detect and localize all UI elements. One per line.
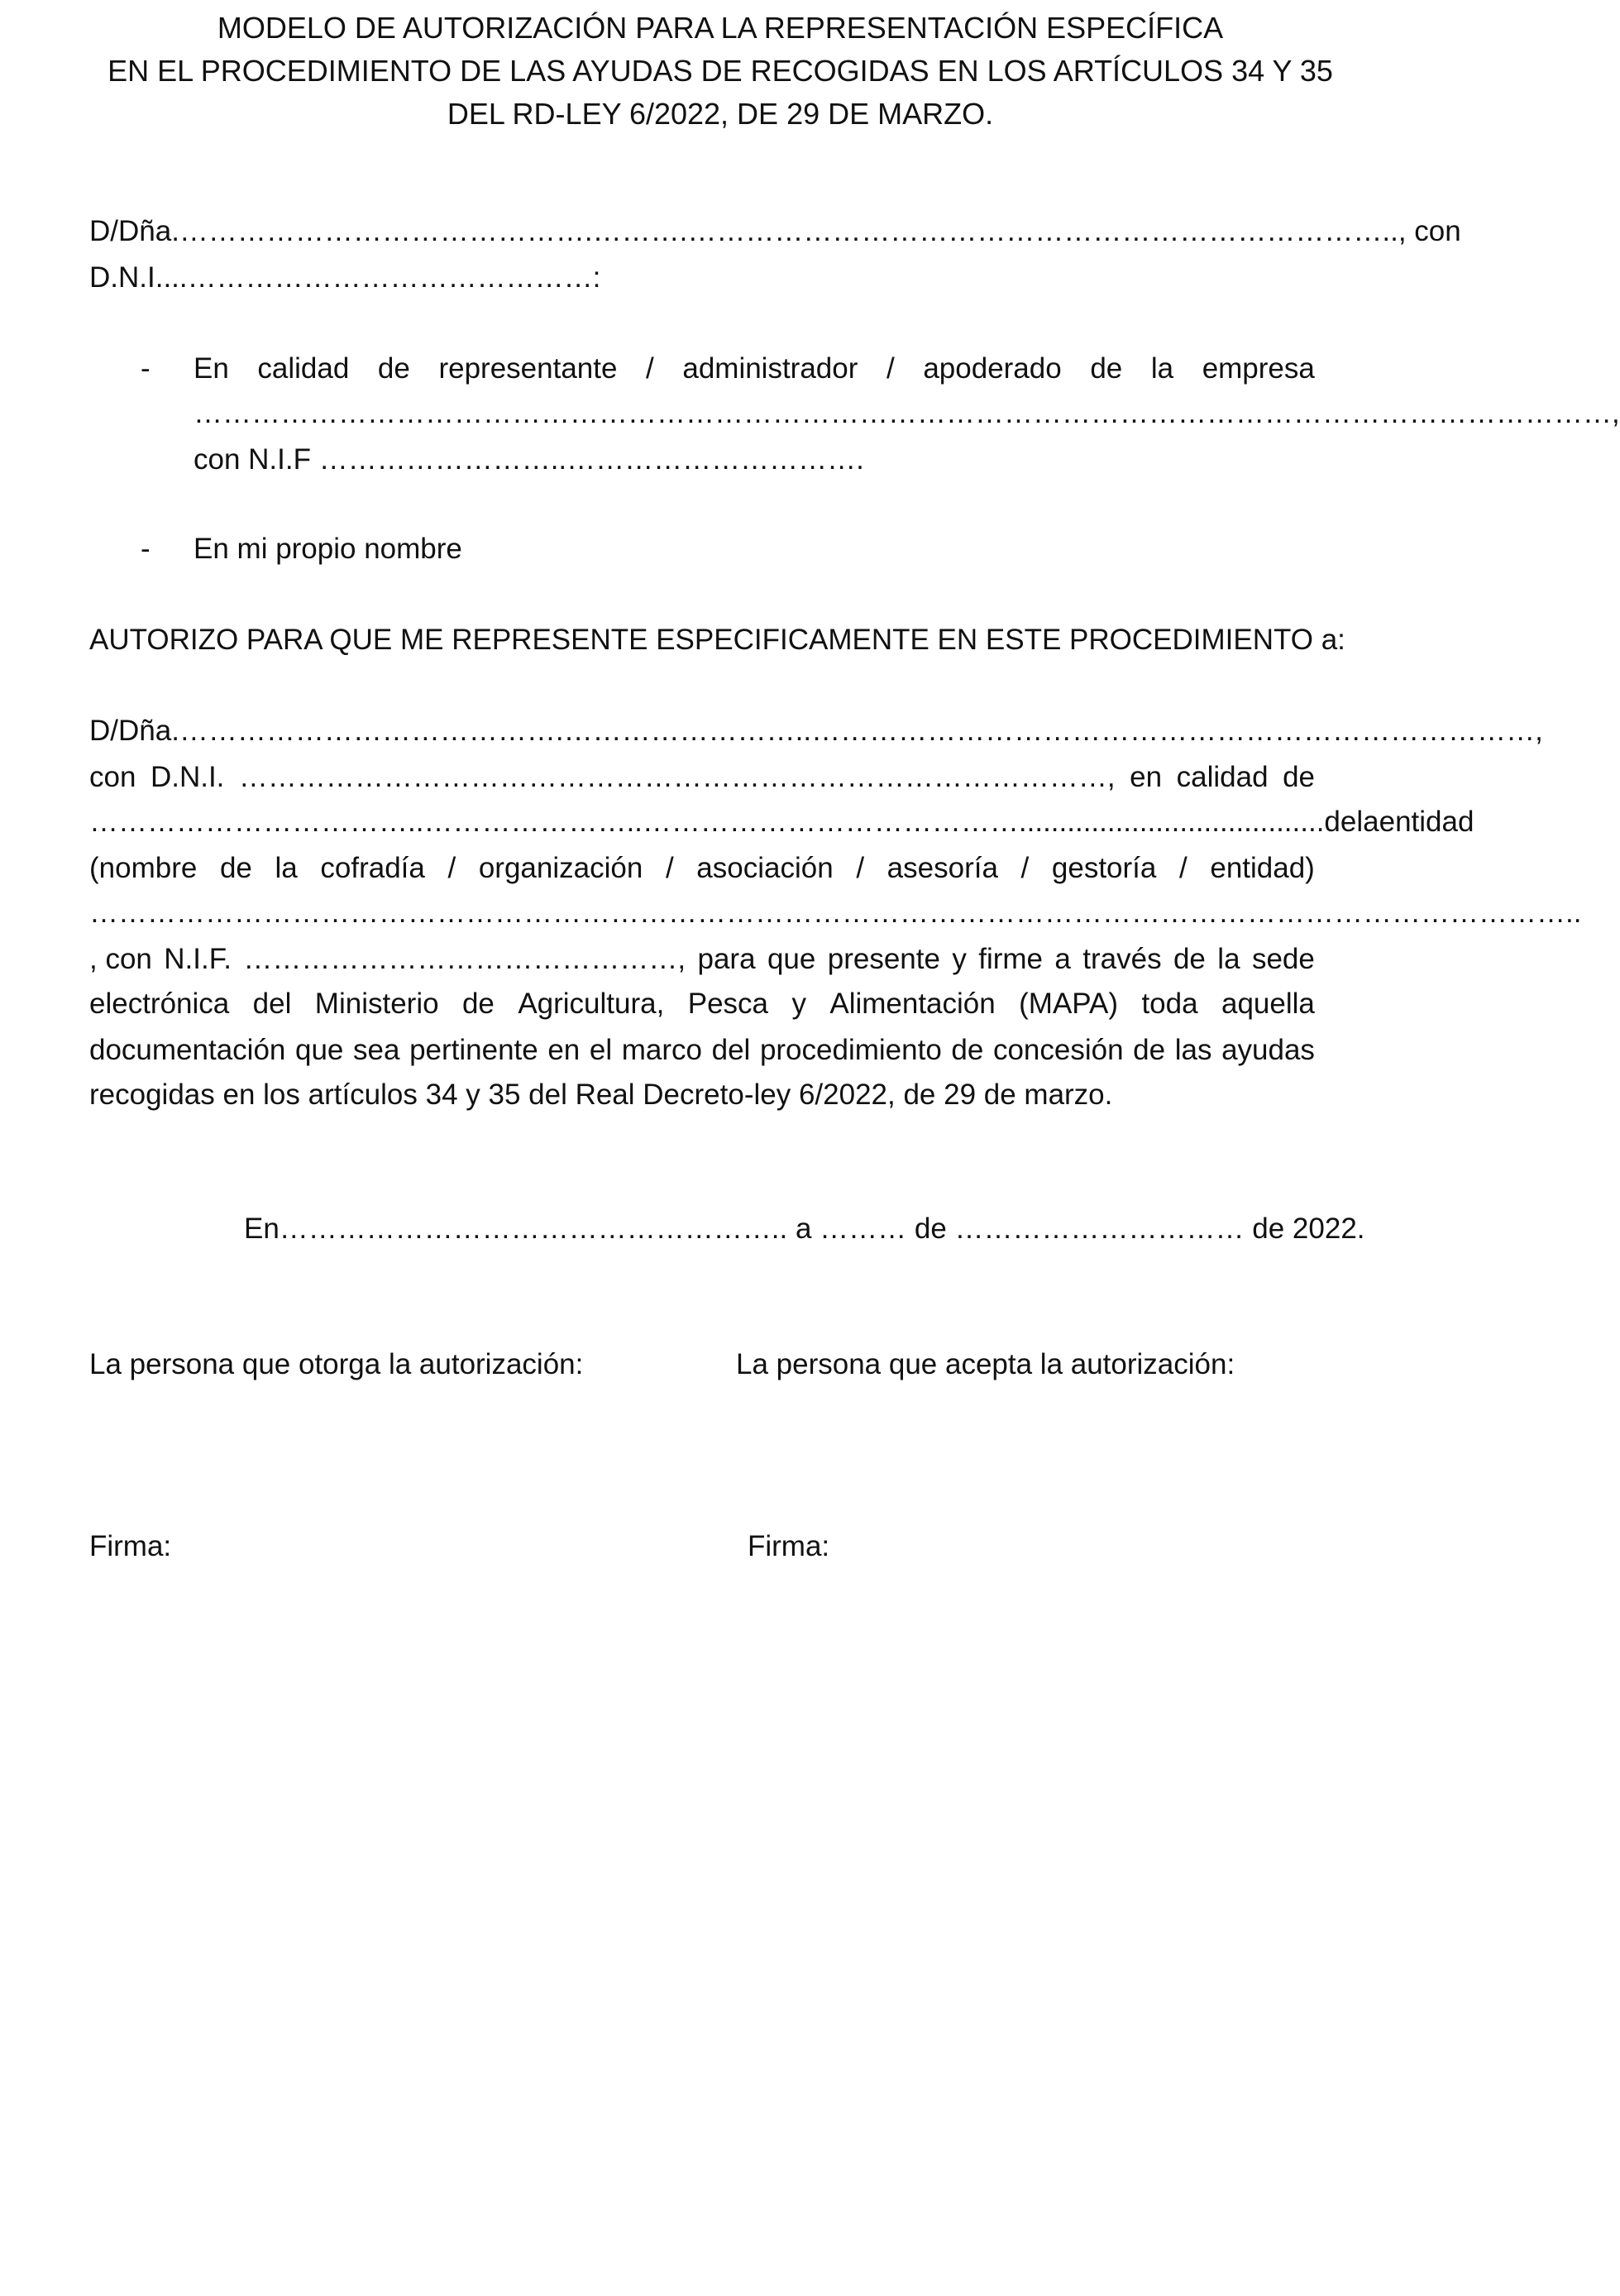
word: empresa	[1202, 352, 1315, 385]
word: presente	[827, 943, 940, 975]
title-line-1: MODELO DE AUTORIZACIÓN PARA LA REPRESENTACIÓN ESPECÍFICA	[217, 11, 1224, 45]
date-place-line[interactable]: En…………………………………………….. a ……… de ………………………… de 2022.	[244, 1213, 1365, 1245]
word: En	[194, 352, 229, 385]
word: /	[665, 852, 674, 884]
bullet-dash: -	[141, 352, 151, 385]
word: el	[589, 1034, 613, 1066]
word: D.N.I.	[150, 761, 225, 793]
representative-capacity-line	[89, 806, 1474, 839]
word: de	[1324, 806, 1357, 838]
word: administrador	[682, 352, 858, 385]
body-line-3: recogidas en los artículos 34 y 35 del Real Decreto-ley 6/2022, de 29 de marzo.	[89, 1079, 1113, 1111]
word: /	[1020, 852, 1030, 884]
word[interactable]: ……………………………..…………………..…………………………………......................................	[89, 806, 1325, 838]
title-line-2: EN EL PROCEDIMIENTO DE LAS AYUDAS DE RECOGIDAS EN LOS ARTÍCULOS 34 Y 35	[108, 54, 1333, 88]
word: y	[791, 988, 806, 1020]
word: marco	[621, 1034, 702, 1066]
word: , con	[89, 943, 152, 975]
entity-description-line	[89, 852, 1315, 885]
word: de	[1133, 1034, 1166, 1066]
word: la	[1150, 352, 1174, 385]
representative-nif-line	[89, 943, 1315, 976]
word: N.I.F.	[164, 943, 232, 975]
word: Ministerio	[314, 988, 439, 1020]
word: organización	[478, 852, 643, 884]
word: /	[856, 852, 865, 884]
word: documentación	[89, 1034, 286, 1066]
word: de	[1173, 943, 1206, 975]
word: ayudas	[1221, 1034, 1315, 1066]
word: asesoría	[886, 852, 998, 884]
declarant-name-line	[89, 215, 1461, 248]
bullet-dash: -	[141, 533, 151, 565]
word: firme	[978, 943, 1044, 975]
own-name-option: En mi propio nombre	[194, 533, 462, 565]
representative-dni-line	[89, 761, 1315, 794]
word: Alimentación	[829, 988, 996, 1020]
word: cofradía	[320, 852, 425, 884]
word: en	[1130, 761, 1163, 793]
word: de	[461, 988, 495, 1020]
word: aquella	[1221, 988, 1315, 1020]
word: con	[89, 761, 136, 793]
acceptor-signature-label: Firma:	[748, 1530, 830, 1562]
body-line-2	[89, 1034, 1315, 1067]
grantor-signature-label: Firma:	[89, 1530, 172, 1562]
word: entidad	[1379, 806, 1474, 838]
word: sea	[353, 1034, 400, 1066]
word: (MAPA)	[1019, 988, 1119, 1020]
word: sede	[1251, 943, 1315, 975]
company-nif-field[interactable]: con N.I.F ……………………..………………………….	[194, 443, 864, 476]
body-line-1	[89, 988, 1315, 1021]
word: través	[1082, 943, 1162, 975]
word: pertinente	[409, 1034, 538, 1066]
word: electrónica	[89, 988, 230, 1020]
word: Pesca	[687, 988, 769, 1020]
grantor-label: La persona que otorga la autorización:	[89, 1348, 584, 1380]
word: la	[275, 852, 298, 884]
word: que	[767, 943, 816, 975]
word[interactable]: ………………………………………,	[243, 943, 686, 975]
authorize-heading: AUTORIZO PARA QUE ME REPRESENTE ESPECIFICAMENTE EN ESTE PROCEDIMIENTO a:	[89, 624, 1345, 656]
word: apoderado	[923, 352, 1062, 385]
word: concesión	[992, 1034, 1124, 1066]
entity-name-field[interactable]: ………………………………………………………………………………………………………………………………………..	[89, 897, 1582, 929]
acceptor-label: La persona que acepta la autorización:	[736, 1348, 1235, 1380]
word: de	[1090, 352, 1123, 385]
company-name-field[interactable]: …………………………………………………………………………………………………………………………………,	[194, 397, 1620, 429]
word: del	[252, 988, 292, 1020]
word: la	[1356, 806, 1379, 838]
word: entidad)	[1210, 852, 1315, 884]
word: asociación	[696, 852, 834, 884]
word: del	[711, 1034, 751, 1066]
word: las	[1174, 1034, 1212, 1066]
word: y	[952, 943, 967, 975]
company-capacity-line	[194, 352, 1315, 385]
word: gestoría	[1051, 852, 1157, 884]
word: para	[697, 943, 756, 975]
word: que	[295, 1034, 344, 1066]
word: /	[1179, 852, 1188, 884]
word: de	[377, 352, 410, 385]
document-title	[0, 7, 1441, 136]
word: de	[1283, 761, 1315, 793]
title-line-3: DEL RD-LEY 6/2022, DE 29 DE MARZO.	[447, 97, 994, 131]
word: /	[886, 352, 895, 385]
word: de	[951, 1034, 984, 1066]
word: la	[1217, 943, 1240, 975]
word: a	[1054, 943, 1071, 975]
word: de	[219, 852, 252, 884]
word: calidad	[1176, 761, 1269, 793]
word: procedimiento	[759, 1034, 942, 1066]
word: representante	[438, 352, 618, 385]
representative-name-field[interactable]: D/Dña.………………………………….……………………..…………………………………………………………………,	[89, 715, 1543, 747]
word: en	[547, 1034, 581, 1066]
declarant-name-field[interactable]: D/Dña.…………………………………….……….……………………………………………………………….., con	[89, 215, 1461, 247]
word: Agricultura,	[518, 988, 665, 1020]
word: calidad	[257, 352, 350, 385]
word: /	[447, 852, 456, 884]
word[interactable]: ………………………………………………………………………………,	[238, 761, 1116, 793]
word: /	[646, 352, 654, 385]
word: toda	[1141, 988, 1198, 1020]
declarant-dni-field[interactable]: D.N.I....……………………………………:	[89, 261, 601, 294]
word: (nombre	[89, 852, 198, 884]
